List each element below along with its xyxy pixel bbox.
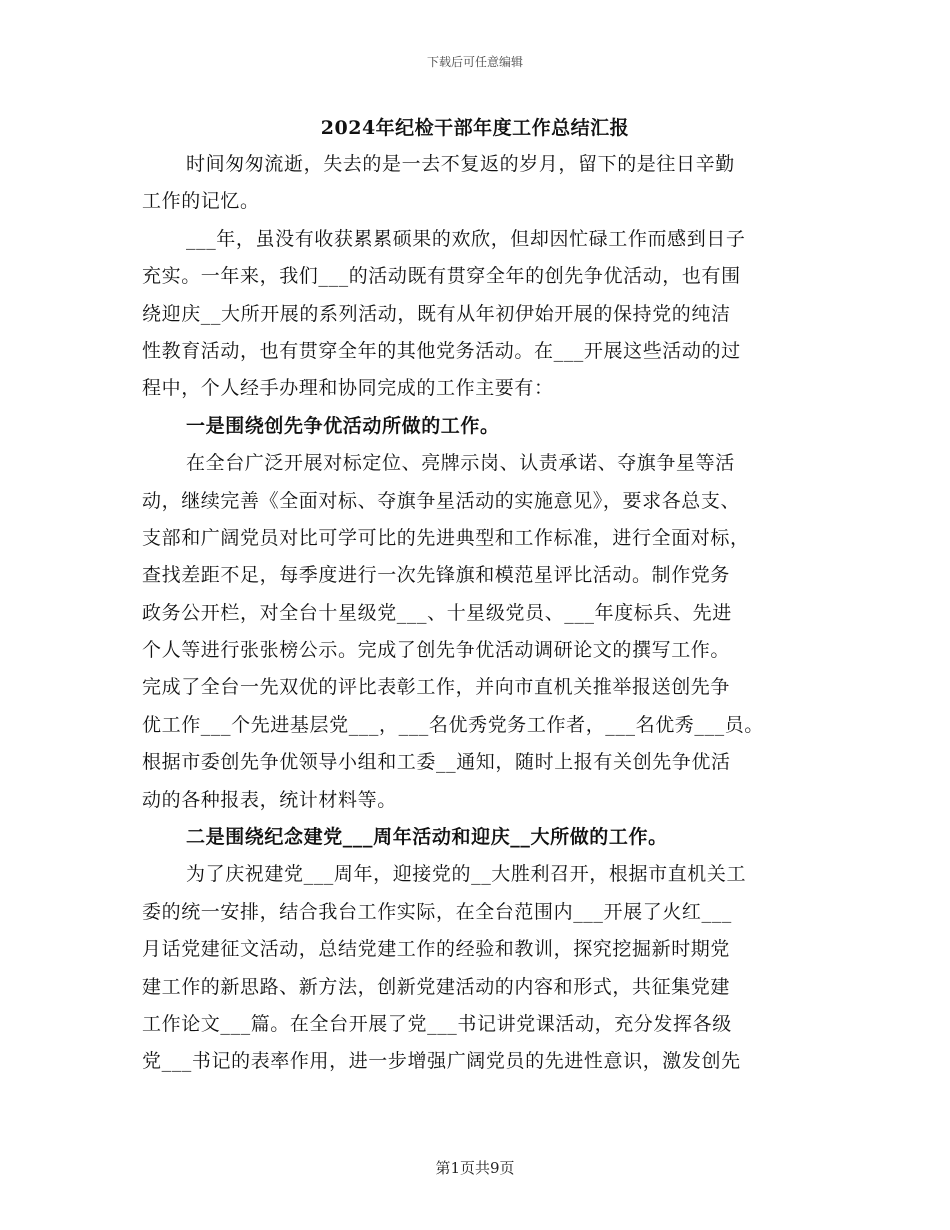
document-body: [142, 146, 822, 1081]
body-line: 政务公开栏，对全台十星级党___、十星级党员、___年度标兵、先进: [142, 601, 732, 624]
page-number-footer: 第1页共9页: [435, 1159, 515, 1177]
body-line: 绕迎庆__大所开展的系列活动，既有从年初伊始开展的保持党的纯洁: [142, 302, 731, 325]
body-line: 支部和广阔党员对比可学可比的先进典型和工作标准，进行全面对标，: [142, 526, 750, 549]
body-line: ___年，虽没有收获累累硕果的欢欣，但却因忙碌工作而感到日子: [186, 227, 746, 250]
body-line: 建工作的新思路、新方法，创新党建活动的内容和形式，共征集党建: [142, 975, 731, 998]
section-heading: 一是围绕创先争优活动所做的工作。: [186, 414, 500, 437]
body-line: 月话党建征文活动，总结党建工作的经验和教训，探究挖掘新时期党: [142, 938, 731, 961]
body-line: 动的各种报表，统计材料等。: [142, 788, 397, 811]
body-line: 查找差距不足，每季度进行一次先锋旗和模范星评比活动。制作党务: [142, 564, 731, 587]
body-line: 在全台广泛开展对标定位、亮牌示岗、认责承诺、夺旗争星等活: [186, 452, 735, 475]
body-line: 时间匆匆流逝，失去的是一去不复返的岁月，留下的是往日辛勤: [186, 153, 735, 175]
body-line: 优工作___个先进基层党___，___名优秀党务工作者，___名优秀___员。: [142, 713, 764, 736]
body-line: 委的统一安排，结合我台工作实际，在全台范围内___开展了火红___: [142, 900, 732, 923]
body-line: 根据市委创先争优领导小组和工委__通知，随时上报有关创先争优活: [142, 751, 731, 774]
body-line: 完成了全台一先双优的评比表彰工作，并向市直机关推举报送创先争: [142, 676, 731, 699]
body-line: 性教育活动，也有贯穿全年的其他党务活动。在___开展这些活动的过: [142, 339, 741, 362]
body-line: 充实。一年来，我们___的活动既有贯穿全年的创先争优活动，也有围: [142, 265, 741, 288]
body-line: 个人等进行张张榜公示。完成了创先争优活动调研论文的撰写工作。: [142, 639, 731, 662]
body-line: 工作的记忆。: [142, 190, 260, 213]
body-line: 工作论文___篇。在全台开展了党___书记讲党课活动，充分发挥各级: [142, 1012, 732, 1035]
body-line: 党___书记的表率作用，进一步增强广阔党员的先进性意识，激发创先: [142, 1050, 741, 1073]
body-line: 程中，个人经手办理和协同完成的工作主要有：: [142, 377, 554, 400]
document-title: 2024年纪检干部年度工作总结汇报: [320, 117, 630, 139]
section-heading: 二是围绕纪念建党___周年活动和迎庆__大所做的工作。: [186, 826, 668, 849]
header-note: 下载后可任意编辑: [426, 55, 523, 69]
body-line: 为了庆祝建党___周年，迎接党的__大胜利召开，根据市直机关工: [186, 863, 747, 886]
body-line: 动，继续完善《全面对标、夺旗争星活动的实施意见》，要求各总支、: [142, 489, 741, 512]
